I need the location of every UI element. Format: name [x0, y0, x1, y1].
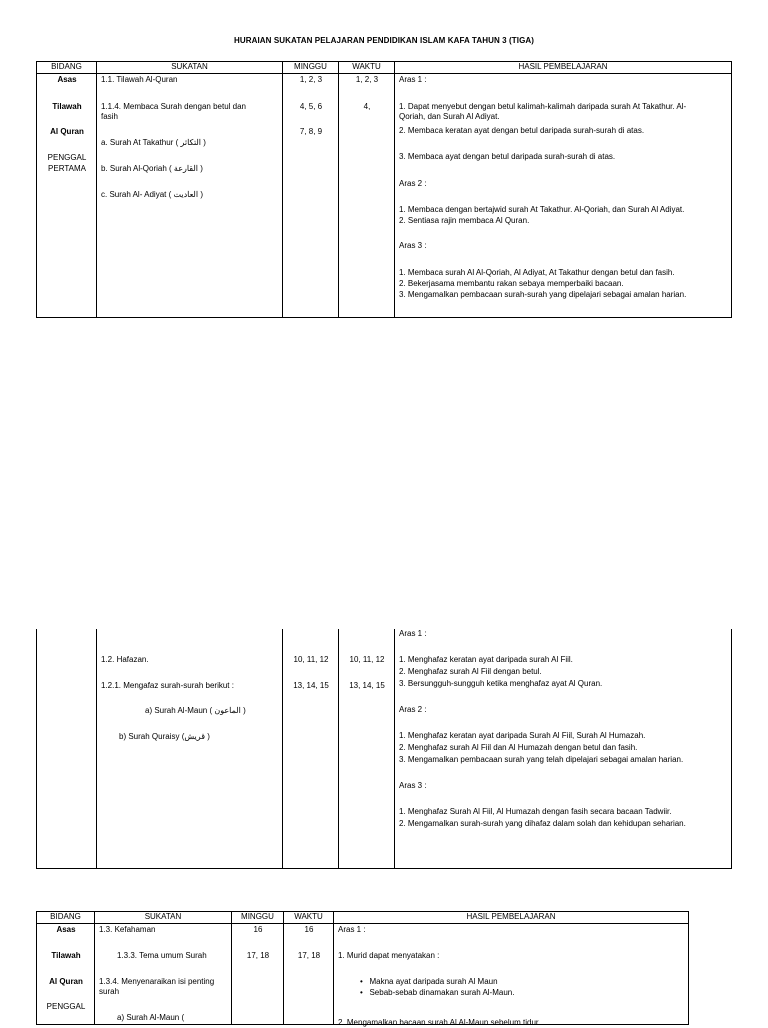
bullet-text: Sebab-sebab dinamakan surah Al-Maun. — [369, 988, 515, 997]
hasil-item: 3. Mengamalkan pembacaan surah yang telah dipelajari sebagai amalan harian. — [399, 755, 684, 764]
sukatan-tilawah: 1.1. Tilawah Al-Quran — [101, 75, 178, 84]
aras-label: Aras 1 : — [399, 629, 427, 638]
sukatan-qoriah: b. Surah Al-Qoriah ( القارعة ) — [101, 164, 203, 173]
sukatan-maun: a) Surah Al-Maun ( — [117, 1013, 185, 1022]
bidang-asas: Asas — [57, 75, 77, 84]
table-row — [37, 629, 732, 869]
bidang-tilawah: Tilawah — [52, 102, 82, 111]
bullet-icon: • — [360, 977, 370, 986]
sukatan-hafazan: 1.2. Hafazan. — [101, 655, 149, 664]
bidang-cell — [37, 629, 97, 869]
bidang-pertama: PERTAMA — [48, 164, 86, 173]
minggu-value: 13, 14, 15 — [293, 681, 329, 690]
table-header-row — [37, 912, 689, 924]
aras-label: Aras 1 : — [399, 75, 427, 84]
hasil-item: 2. Membaca keratan ayat dengan betul daripada surah-surah di atas. — [399, 126, 645, 135]
bidang-penggal: PENGGAL — [46, 1002, 86, 1011]
sukatan-cell — [95, 924, 232, 1025]
hasil-item: 2. Mengamalkan bacaan surah Al Al-Maun sebelum tidur — [338, 1018, 539, 1027]
waktu-value: 16 — [304, 925, 314, 934]
hasil-cell — [395, 629, 732, 869]
hasil-item: 3. Mengamalkan pembacaan surah-surah yang dipelajari sebagai amalan harian. — [399, 290, 687, 299]
waktu-value: 10, 11, 12 — [349, 655, 385, 664]
header-sukatan: SUKATAN — [95, 912, 232, 924]
aras-label: Aras 1 : — [338, 925, 366, 934]
hasil-cell — [334, 924, 689, 1025]
sukatan-adiyat: c. Surah Al- Adiyat ( العاديت ) — [101, 190, 203, 199]
hasil-item: 2. Bekerjasama membantu rakan sebaya memperbaiki bacaan. — [399, 279, 624, 288]
bullet-item — [360, 977, 498, 987]
aras-label: Aras 3 : — [399, 781, 427, 790]
sukatan-mengafaz: 1.2.1. Mengafaz surah-surah berikut : — [101, 681, 234, 690]
minggu-value: 4, 5, 6 — [299, 102, 323, 111]
table-header-row — [37, 62, 732, 74]
sukatan-kefahaman: 1.3. Kefahaman — [99, 925, 156, 934]
bidang-penggal: PENGGAL — [47, 153, 87, 162]
syllabus-table-2 — [36, 629, 732, 869]
aras-label: Aras 2 : — [399, 179, 427, 188]
minggu-value: 7, 8, 9 — [299, 127, 323, 136]
minggu-cell — [232, 924, 284, 1025]
hasil-item: 1. Menghafaz keratan ayat daripada Surah Al Fiil, Surah Al Humazah. — [399, 731, 646, 740]
waktu-cell — [284, 924, 334, 1025]
minggu-value: 10, 11, 12 — [293, 655, 329, 664]
sukatan-membaca-1: 1.1.4. Membaca Surah dengan betul dan — [101, 102, 246, 111]
hasil-item: 1. Membaca dengan bertajwid surah At Takathur. Al-Qoriah, dan Surah Al Adiyat. — [399, 205, 685, 214]
hasil-item: 1. Dapat menyebut dengan betul kalimah-kalimah daripada surah At Takathur. Al- — [399, 102, 687, 111]
header-hasil: HASIL PEMBELAJARAN — [395, 62, 732, 74]
waktu-value: 1, 2, 3 — [355, 75, 379, 84]
bullet-text: Makna ayat daripada surah Al Maun — [369, 977, 498, 986]
bidang-al-quran: Al Quran — [49, 977, 83, 986]
sukatan-membaca-2: fasih — [101, 112, 118, 121]
document-title: HURAIAN SUKATAN PELAJARAN PENDIDIKAN ISLAM KAFA TAHUN 3 (TIGA) — [233, 36, 535, 45]
aras-label: Aras 3 : — [399, 241, 427, 250]
minggu-value: 1, 2, 3 — [299, 75, 323, 84]
hasil-cell — [395, 74, 732, 318]
sukatan-isi-penting-2: surah — [99, 987, 120, 996]
minggu-value: 17, 18 — [246, 951, 270, 960]
header-hasil: HASIL PEMBELAJARAN — [334, 912, 689, 924]
hasil-item: 1. Membaca surah Al Al-Qoriah, Al Adiyat, At Takathur dengan betul dan fasih. — [399, 268, 675, 277]
sukatan-maun: a) Surah Al-Maun ( الماعون ) — [145, 706, 246, 715]
minggu-value: 16 — [253, 925, 263, 934]
sukatan-quraisy: b) Surah Quraisy (قريش ) — [119, 732, 210, 741]
syllabus-table-1 — [36, 61, 732, 318]
table-row — [37, 74, 732, 318]
minggu-cell — [283, 74, 339, 318]
header-minggu: MINGGU — [283, 62, 339, 74]
sukatan-tema: 1.3.3. Tema umum Surah — [117, 951, 207, 960]
sukatan-takathur: a. Surah At Takathur ( التكاثر ) — [101, 138, 206, 147]
hasil-item: 2. Sentiasa rajin membaca Al Quran. — [399, 216, 530, 225]
hasil-item: 1. Menghafaz Surah Al Fiil, Al Humazah dengan fasih secara bacaan Tadwiir. — [399, 807, 672, 816]
bidang-asas: Asas — [56, 925, 76, 934]
sukatan-cell — [97, 74, 283, 318]
bidang-tilawah: Tilawah — [51, 951, 81, 960]
table-row — [37, 924, 689, 1025]
bullet-item — [360, 988, 514, 998]
header-sukatan: SUKATAN — [97, 62, 283, 74]
minggu-cell — [283, 629, 339, 869]
header-bidang: BIDANG — [37, 912, 95, 924]
hasil-item: 2. Menghafaz surah Al Fiil dan Al Humazah dengan betul dan fasih. — [399, 743, 638, 752]
syllabus-table-3 — [36, 911, 689, 1025]
hasil-item: 2. Menghafaz surah Al Fiil dengan betul. — [399, 667, 542, 676]
waktu-value: 17, 18 — [297, 951, 321, 960]
hasil-item: 2. Mengamalkan surah-surah yang dihafaz dalam solah dan kehidupan seharian. — [399, 819, 686, 828]
bullet-icon: • — [360, 988, 370, 997]
hasil-item: 1. Menghafaz keratan ayat daripada surah Al Fiil. — [399, 655, 573, 664]
header-minggu: MINGGU — [232, 912, 284, 924]
sukatan-isi-penting-1: 1.3.4. Menyenaraikan isi penting — [99, 977, 215, 986]
header-waktu: WAKTU — [284, 912, 334, 924]
aras-label: Aras 2 : — [399, 705, 427, 714]
hasil-item: 3. Bersungguh-sungguh ketika menghafaz ayat Al Quran. — [399, 679, 603, 688]
bidang-cell — [37, 74, 97, 318]
header-waktu: WAKTU — [339, 62, 395, 74]
waktu-value: 13, 14, 15 — [349, 681, 385, 690]
bidang-cell — [37, 924, 95, 1025]
waktu-cell — [339, 629, 395, 869]
hasil-item: 3. Membaca ayat dengan betul daripada surah-surah di atas. — [399, 152, 616, 161]
header-bidang: BIDANG — [37, 62, 97, 74]
hasil-item: Qoriah, dan Surah Al Adiyat. — [399, 112, 500, 121]
sukatan-cell — [97, 629, 283, 869]
waktu-cell — [339, 74, 395, 318]
waktu-value: 4, — [363, 102, 371, 111]
bidang-al-quran: Al Quran — [50, 127, 84, 136]
hasil-item: 1. Murid dapat menyatakan : — [338, 951, 440, 960]
